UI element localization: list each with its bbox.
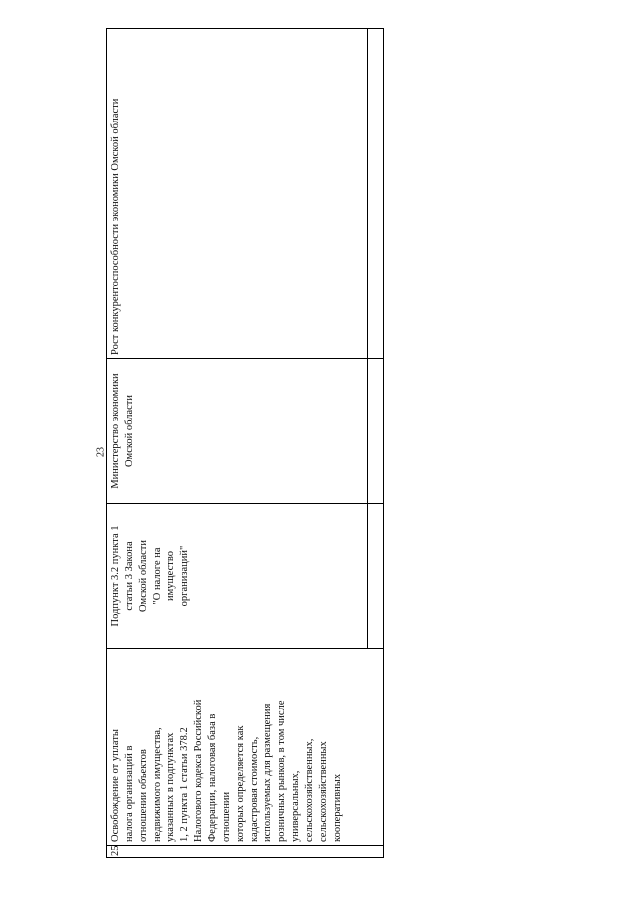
legal-basis-line: имущество bbox=[165, 551, 177, 601]
description-line: используемых для размещения bbox=[262, 703, 274, 842]
legal-basis-line: Подпункт 3.2 пункта 1 bbox=[110, 525, 121, 627]
description-line: отношении объектов bbox=[137, 749, 149, 842]
description-line: универсальных, bbox=[290, 770, 302, 842]
empty-cell bbox=[368, 359, 384, 504]
curator-line: Омской области bbox=[123, 394, 135, 468]
empty-cell bbox=[368, 29, 384, 359]
description-line: 1, 2 пункта 1 статьи 378.2 bbox=[179, 727, 191, 842]
goal-cell: Рост конкурентоспособности экономики Омской области bbox=[107, 29, 368, 359]
legal-basis-line: Омской области bbox=[137, 539, 149, 613]
description-line: Освобождение от уплаты bbox=[110, 729, 121, 842]
tax-benefits-table bbox=[106, 28, 384, 858]
description-line: которых определяется как bbox=[234, 725, 246, 842]
description-line: Налогового кодекса Российской bbox=[193, 699, 205, 842]
table-row bbox=[107, 29, 368, 858]
row-number-cell: 25 bbox=[107, 846, 384, 858]
legal-basis-cell bbox=[107, 504, 368, 649]
description-line: налога организаций в bbox=[123, 745, 135, 842]
description-line: отношении bbox=[220, 791, 232, 842]
description-line: сельскохозяйственных bbox=[317, 741, 329, 842]
empty-cell bbox=[368, 504, 384, 649]
description-line: Федерации, налоговая база в bbox=[207, 713, 219, 842]
description-line: розничных рынков, в том числе bbox=[276, 700, 288, 842]
rotated-table-container bbox=[106, 46, 380, 858]
legal-basis-line: "О налоге на bbox=[151, 547, 163, 605]
curator-cell bbox=[107, 359, 368, 504]
description-line: кадастровая стоимость, bbox=[248, 736, 260, 842]
legal-basis-line: статьи 3 Закона bbox=[123, 541, 135, 611]
description-cell bbox=[107, 649, 384, 846]
description-line: сельскохозяйственных, bbox=[304, 738, 316, 842]
curator-line: Министерство экономики bbox=[110, 373, 121, 489]
description-line: указанных в подпунктах bbox=[165, 732, 177, 842]
page-number: 23 bbox=[95, 447, 107, 457]
description-line: кооперативных bbox=[331, 773, 343, 842]
legal-basis-line: организаций" bbox=[179, 545, 191, 607]
description-line: недвижимого имущества, bbox=[151, 727, 163, 842]
